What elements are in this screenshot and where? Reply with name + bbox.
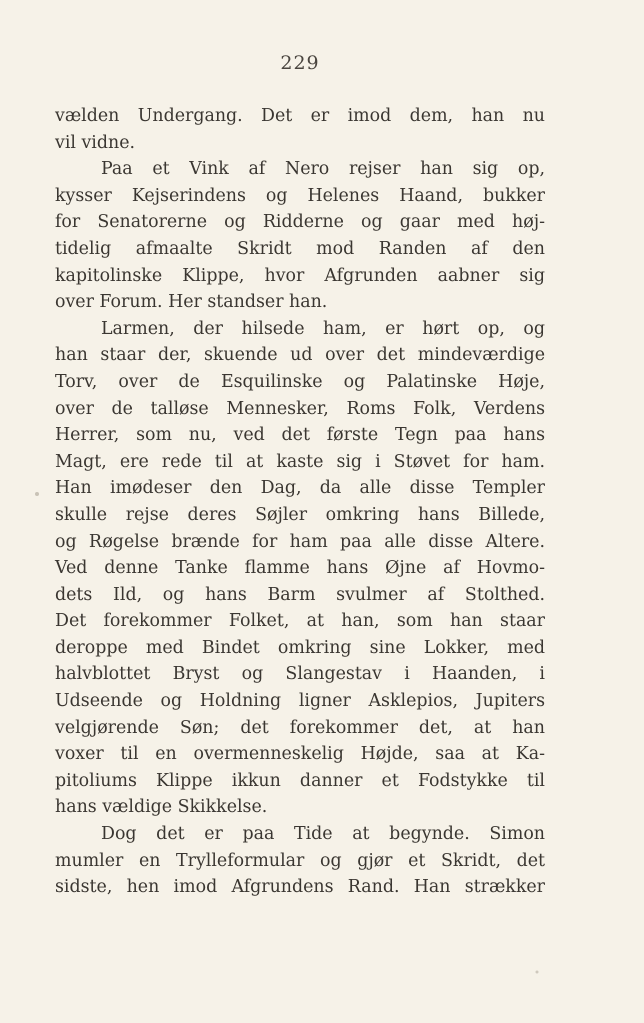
text-line: voxer til en overmenneskelig Højde, saa at Ka- — [55, 744, 545, 765]
text-line: for Senatorerne og Ridderne og gaar med høj- — [55, 212, 545, 233]
text-line: sidste, hen imod Afgrundens Rand. Han strækker — [55, 877, 545, 898]
text-line: vil vidne. — [55, 132, 136, 153]
paper-speck — [536, 971, 539, 974]
text-line: han staar der, skuende ud over det mindeværdige — [55, 345, 545, 366]
text-line: skulle rejse deres Søjler omkring hans Billede, — [55, 504, 545, 525]
text-line: kysser Kejserindens og Helenes Haand, bukker — [55, 185, 545, 206]
text-line: hans vældige Skikkelse. — [55, 797, 268, 818]
text-line: Han imødeser den Dag, da alle disse Templer — [55, 478, 545, 499]
text-line: Dog det er paa Tide at begynde. Simon — [101, 824, 545, 845]
text-line: deroppe med Bindet omkring sine Lokker, med — [55, 637, 545, 658]
text-line: Magt, ere rede til at kaste sig i Støvet for ham. — [55, 451, 545, 472]
text-line: Udseende og Holdning ligner Asklepios, Jupiters — [55, 691, 545, 712]
text-line: Det forekommer Folket, at han, som han staar — [55, 611, 545, 632]
body-text — [55, 103, 545, 901]
paper-speck — [35, 492, 39, 496]
text-line: velgjørende Søn; det forekommer det, at han — [55, 717, 545, 738]
text-line: Herrer, som nu, ved det første Tegn paa hans — [55, 425, 545, 446]
text-line: pitoliums Klippe ikkun danner et Fodstykke til — [55, 770, 545, 791]
text-line: dets Ild, og hans Barm svulmer af Stolthed. — [55, 584, 545, 605]
text-line: Paa et Vink af Nero rejser han sig op, — [101, 159, 545, 180]
text-line: Larmen, der hilsede ham, er hørt op, og — [101, 318, 545, 339]
text-line: Torv, over de Esquilinske og Palatinske Høje, — [55, 371, 545, 392]
text-line: Ved denne Tanke flamme hans Øjne af Hovmo- — [55, 558, 545, 579]
text-line: halvblottet Bryst og Slangestav i Haanden, i — [55, 664, 545, 685]
text-line: over Forum. Her standser han. — [55, 292, 328, 313]
text-line: og Røgelse brænde for ham paa alle disse Altere. — [55, 531, 545, 552]
text-line: over de talløse Mennesker, Roms Folk, Verdens — [55, 398, 545, 419]
text-line: mumler en Trylleformular og gjør et Skridt, det — [55, 850, 545, 871]
text-line: tidelig afmaalte Skridt mod Randen af den — [55, 238, 545, 259]
text-line: vælden Undergang. Det er imod dem, han nu — [55, 106, 545, 126]
page-number: 229 — [280, 52, 320, 74]
text-line: kapitolinske Klippe, hvor Afgrunden aabner sig — [55, 265, 545, 286]
